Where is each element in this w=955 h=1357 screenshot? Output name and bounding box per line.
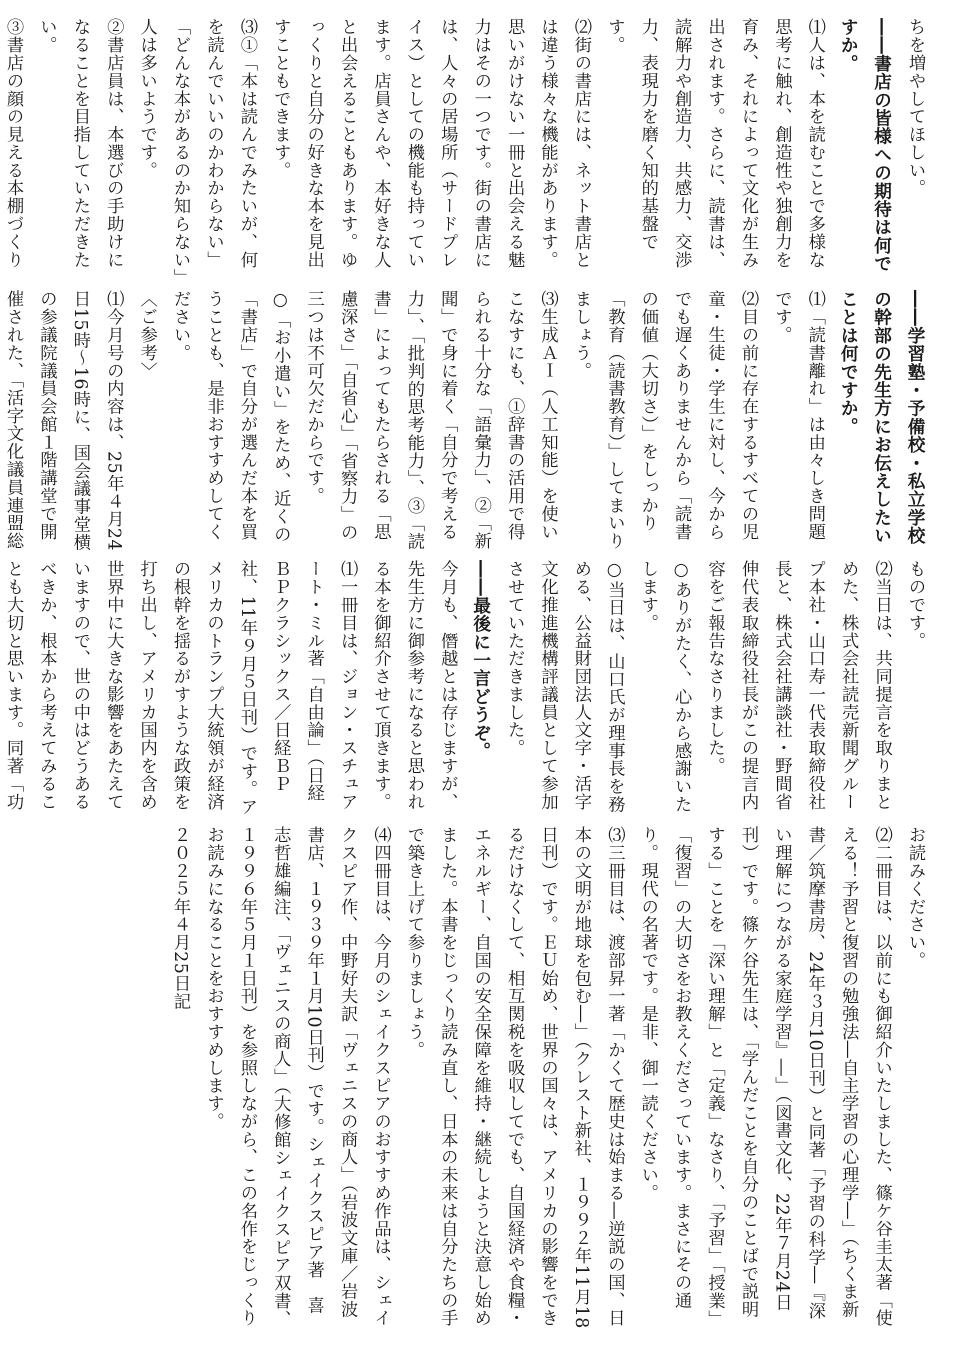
paragraph: ⑶生成ＡＩ（人工知能）を使いこなすにも、①辞書の活用で得られる十分な「語彙力」、②「新聞」で身に着く「自分で考える力」、「批判的思考能力」、③「読書」によってもたらされる「思慮深さ」「自省心」「省察力」の三つは不可欠だからです。 [303,290,558,551]
paragraph: ⑴人は、本を読むことで多様な思考に触れ、創造性や独創力を育み、それによって文化が生み出されます。さらに、読書は、読解力や創造力、共感力、交渉力、表現力を磨く知的基盤です。 [604,18,825,269]
text-band-2 [3,290,931,552]
paragraph: ③書店の顔の見える本棚づくり [3,18,24,269]
paragraph: 今月も、僭越とは存じますが、先生方に御参考になると思われる本を御紹介させて頂きます。 [370,560,458,811]
paragraph: ⑶①「本は読んでみたいが、何を読んでいいのかわからない」「どんな本があるのか知らない」人は多いようです。 [136,18,257,278]
paragraph: ⑵目の前に存在するすべての児童・生徒・学生に対し、今からでも遅くありませんから「読書の価値（大切さ）」をしっかり「教育（読書教育）」してまいりましょう。 [570,290,758,550]
paragraph: ⑵二冊目は、以前にも御紹介いたしました、篠ケ谷圭太著「使える！予習と復習の勉強法―自主学習の心理学―」（ちくま新書／筑摩書房、24年３月10日刊）と同著「予習の科学―『深い理解につながる家庭学習』―」（図書文化、22年７月24日刊）です。篠ケ谷先生は、「学んだことを自分のことばで説明する」ことを「深い理解」と「定義」なさり、「予習」「授業」「復習」の大切さをお教えくださっています。まさにその通り。現代の名著です。是非、御一読ください。 [637,826,892,1328]
paragraph: ○ありがたく、心から感謝いたします。 [637,560,692,814]
paragraph: ○「お小遣い」をため、近くの「書店」で自分が選んだ本を買うことも、是非おすすめしてください。 [170,290,291,544]
text-band-4 [24,826,931,1332]
paragraph: ⑴一冊目は、ジョン・スチュアート・ミル著「自由論」（日経ＢＰクラシックス／日経ＢＰ社、11年９月５日刊）です。アメリカのトランプ大統領が経済の根幹を揺るがすような政策を打ち出し、アメリカ国内を含め世界中に大きな影響をあたえていますので、世の中はどうあるべきか、根本から考えてみることも大切と思います。同著「功 [3,560,358,816]
paragraph: お読みください。 [905,826,925,970]
band-1-text [0,18,931,282]
paragraph: ○当日は、山口氏が理事長を務める、公益財団法人文字・活字文化推進機構評議員として参加させていただきました。 [504,560,625,814]
paragraph: ⑵当日は、共同提言を取りまとめた、株式会社読売新聞グループ本社・山口寿一代表取締役社長と、株式会社講談社・野間省伸代表取締役社長がこの提言内容をご報告なさりました。 [704,560,892,811]
paragraph: ちを増やしてほしい。 [905,18,925,197]
paragraph: ⑵街の書店には、ネット書店とは違う様々な機能があります。思いがけない一冊と出会える魅力はその一つです。街の書店には、人々の居場所（サードプレイス）としての機能も持っています。店員さんや、本好きな人と出会えることもあります。ゆっくりと自分の好きな本を見出すこともできます。 [270,18,591,269]
date-line: ２０２５年４月25日記 [170,826,191,1011]
reference-heading: 〈ご参考〉 [136,290,157,380]
paragraph: ⑷四冊目は、今月のシェイクスピアのおすすめ作品は、シェイクスピア作、中野好夫訳「ヴェニスの商人」（岩波文庫／岩波書店、１９３９年１月10日刊）です。シェイクスピア著 喜志哲雄編注、「ヴェニスの商人」（大修館シェイクスピア双書、１９９６年５月１日刊）を参照しながら、この名作をじっくりお読みになることをおすすめします。 [203,826,391,1328]
paragraph: ⑴今月号の内容は、25年４月24日15時〜16時に、国会議事堂横の参議院議員会館１階講堂で開催された、「活字文化議員連盟総 [3,290,124,552]
band-4-text [163,826,931,1332]
paragraph: ②書店員は、本選びの手助けになることを目指していただきたい。 [36,18,124,269]
paragraph: ⑴「読書離れ」は由々しき問題です。 [771,290,825,541]
question-heading: ――書店の皆様への期待は何ですか。 [838,18,892,273]
text-band-1 [3,18,931,282]
band-2-text [0,290,931,552]
question-heading: ――学習塾・予備校・私立学校の幹部の先生方にお伝えしたいことは何ですか。 [838,290,925,545]
paragraph: ものです。 [905,560,925,650]
paragraph: ⑶三冊目は、渡部昇一著「かくて歴史は始まる―逆説の国、日本の文明が地球を包む―」（クレスト新社、１９９２年11月18日刊）です。ＥＵ始め、世界の国々は、アメリカの影響をできるだけなくして、相互関税を吸収してでも、自国経済や食糧・エネルギー、自国の安全保障を維持・継続しようと決意し始めました。本書をじっくり読み直し、日本の未来は自分たちの手で築き上げて参りましょう。 [403,826,625,1329]
text-band-3 [3,560,931,818]
question-heading: ――最後に一言どうぞ。 [470,560,491,761]
band-3-text [0,560,931,818]
